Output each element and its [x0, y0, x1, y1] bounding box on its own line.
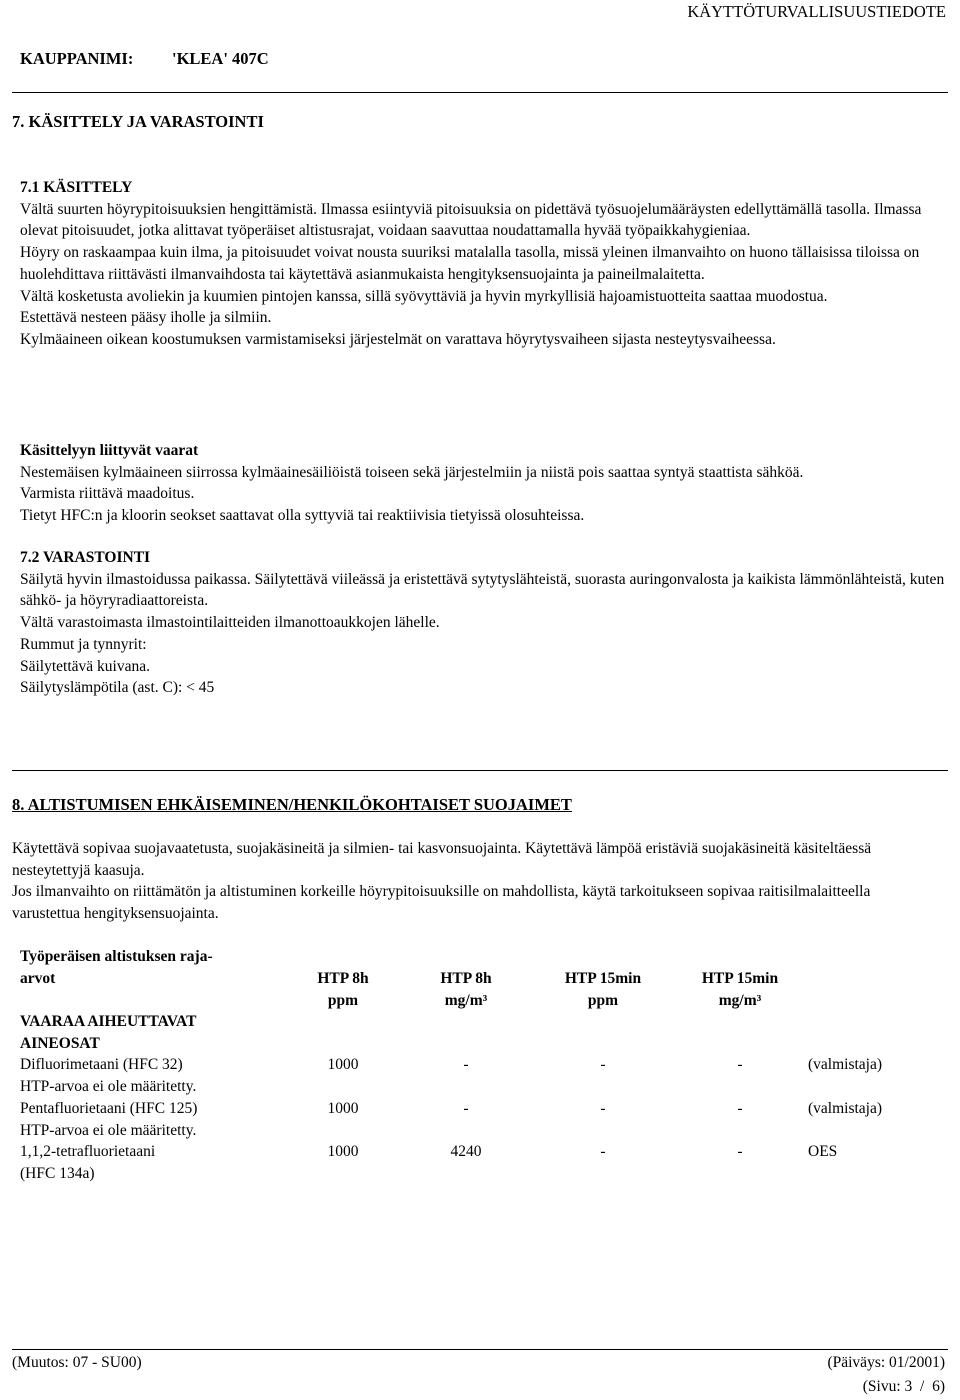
handling-text: Vältä suurten höyrypitoisuuksien hengittämistä. Ilmassa esiintyviä pitoisuuksia on pidettävä työsuojelumääräysten edellyttämällä tasolla. Ilmassa olevat pitoisuudet, jotka alittavat työperäiset altistusrajat, voidaan saavuttaa noudattamalla hyvää työpaikkahygieniaa.	[20, 200, 922, 240]
column-header: HTP 15min mg/m³	[701, 970, 779, 1009]
section7-hazards	[20, 440, 945, 527]
source-cell: (valmistaja)	[808, 1056, 883, 1073]
storage-title: 7.2 VARASTOINTI	[20, 549, 151, 566]
page-number: (Sivu: 3 / 6)	[862, 1378, 945, 1395]
column-header: HTP 8h ppm	[317, 970, 369, 1009]
handling-text: Kylmäaineen oikean koostumuksen varmistamiseksi järjestelmät on varattava höyrytysvaiheen sijasta nesteytysvaiheessa.	[20, 330, 776, 348]
table-title: arvot	[20, 970, 56, 987]
footer-divider	[12, 1349, 948, 1350]
handling-text: Höyry on raskaampaa kuin ilma, ja pitoisuudet voivat nousta suuriksi matalalla tasolla, missä yleinen ilmanvaihto on huono tällaisissa tiloissa on huolehdittava riittävästi ilmanvaihdosta tai käytettävä asianmukaista hengityksensuojainta ja paineilmalaitetta.	[20, 244, 920, 283]
storage-text: Säilytyslämpötila (ast. C): < 45	[20, 679, 215, 697]
table-cell: -	[463, 1100, 469, 1117]
table-cell: 1000	[327, 1056, 359, 1073]
ppe-text: Jos ilmanvaihto on riittämätön ja altistuminen korkeille höyrypitoisuuksille on mahdollista, käytä tarkoitukseen sopivaa raitisilmalaitteella varustettua hengityksensuojainta.	[12, 883, 871, 923]
table-cell: -	[737, 1143, 743, 1160]
section-divider	[12, 770, 948, 771]
section7-title: 7. KÄSITTELY JA VARASTOINTI	[12, 112, 264, 131]
revision-label: (Muutos: 07 - SU00)	[12, 1354, 142, 1371]
substance-note: HTP-arvoa ei ole määritetty.	[20, 1122, 197, 1139]
storage-text: Rummut ja tynnyrit:	[20, 635, 147, 653]
hazards-text: Tietyt HFC:n ja kloorin seokset saattavat olla syttyviä tai reaktiivisia tietyissä olosuhteissa.	[20, 507, 585, 525]
column-header: HTP 15min ppm	[564, 970, 642, 1009]
table-cell: 1000	[327, 1143, 359, 1160]
section7-handling	[20, 177, 945, 351]
substance-note: HTP-arvoa ei ole määritetty.	[20, 1078, 197, 1095]
source-cell: OES	[808, 1143, 838, 1160]
handling-text: Estettävä nesteen pääsy iholle ja silmiin.	[20, 309, 272, 327]
substance-name: Difluorimetaani (HFC 32)	[20, 1056, 183, 1073]
substance-note: (HFC 134a)	[20, 1165, 95, 1182]
source-cell: (valmistaja)	[808, 1100, 883, 1117]
header-divider	[12, 92, 948, 93]
table-cell: -	[600, 1143, 606, 1160]
document-type: KÄYTTÖTURVALLISUUSTIEDOTE	[687, 2, 946, 21]
trade-name-label: KAUPPANIMI:	[20, 49, 134, 68]
section8-text	[12, 838, 942, 925]
ppe-text: Käytettävä sopivaa suojavaatetusta, suojakäsineitä ja silmien- tai kasvonsuojainta. Käytettävä lämpöä eristäviä suojakäsineitä käsiteltäessä nesteytettyjä kaasuja.	[12, 840, 872, 879]
table-cell: -	[737, 1056, 743, 1073]
storage-text: Säilytä hyvin ilmastoidussa paikassa. Säilytettävä viileässä ja eristettävä sytytyslähteistä, suorasta auringonvalosta ja kaikista lämmönlähteistä, kuten sähkö- ja höyryradiaattoreista.	[20, 570, 945, 610]
storage-text: Vältä varastoimasta ilmastointilaitteiden ilmanottoaukkojen lähelle.	[20, 614, 440, 632]
trade-name-value: 'KLEA' 407C	[172, 49, 269, 68]
substance-name: Pentafluorietaani (HFC 125)	[20, 1100, 198, 1117]
hazards-text: Varmista riittävä maadoitus.	[20, 485, 195, 503]
hazards-text: Nestemäisen kylmäaineen siirrossa kylmäainesäiliöistä toiseen sekä järjestelmiin ja niistä pois saattaa syntyä staattista sähköä.	[20, 463, 804, 481]
table-cell: -	[737, 1100, 743, 1117]
storage-text: Säilytettävä kuivana.	[20, 657, 150, 675]
handling-text: Vältä kosketusta avoliekin ja kuumien pintojen kanssa, sillä syövyttäviä ja hyvin myrkyllisiä hajoamistuotteita saattaa muodostua.	[20, 287, 828, 305]
table-cell: -	[600, 1056, 606, 1073]
table-cell: -	[600, 1100, 606, 1117]
substance-name: 1,1,2-tetrafluorietaani	[20, 1143, 156, 1160]
section7-storage	[20, 547, 945, 699]
table-cell: -	[463, 1056, 469, 1073]
hazards-title: Käsittelyyn liittyvät vaarat	[20, 442, 199, 459]
table-cell: 1000	[327, 1100, 359, 1117]
hazard-components-header: VAARAA AIHEUTTAVAT	[20, 1013, 197, 1030]
table-cell: 4240	[450, 1143, 482, 1160]
column-header: HTP 8h mg/m³	[440, 970, 492, 1009]
section8-title: 8. ALTISTUMISEN EHKÄISEMINEN/HENKILÖKOHTAISET SUOJAIMET	[12, 795, 572, 814]
handling-title: 7.1 KÄSITTELY	[20, 179, 133, 196]
date-label: (Päiväys: 01/2001)	[827, 1354, 945, 1371]
table-title: Työperäisen altistuksen raja-	[20, 948, 213, 965]
hazard-components-header: AINEOSAT	[20, 1035, 100, 1052]
